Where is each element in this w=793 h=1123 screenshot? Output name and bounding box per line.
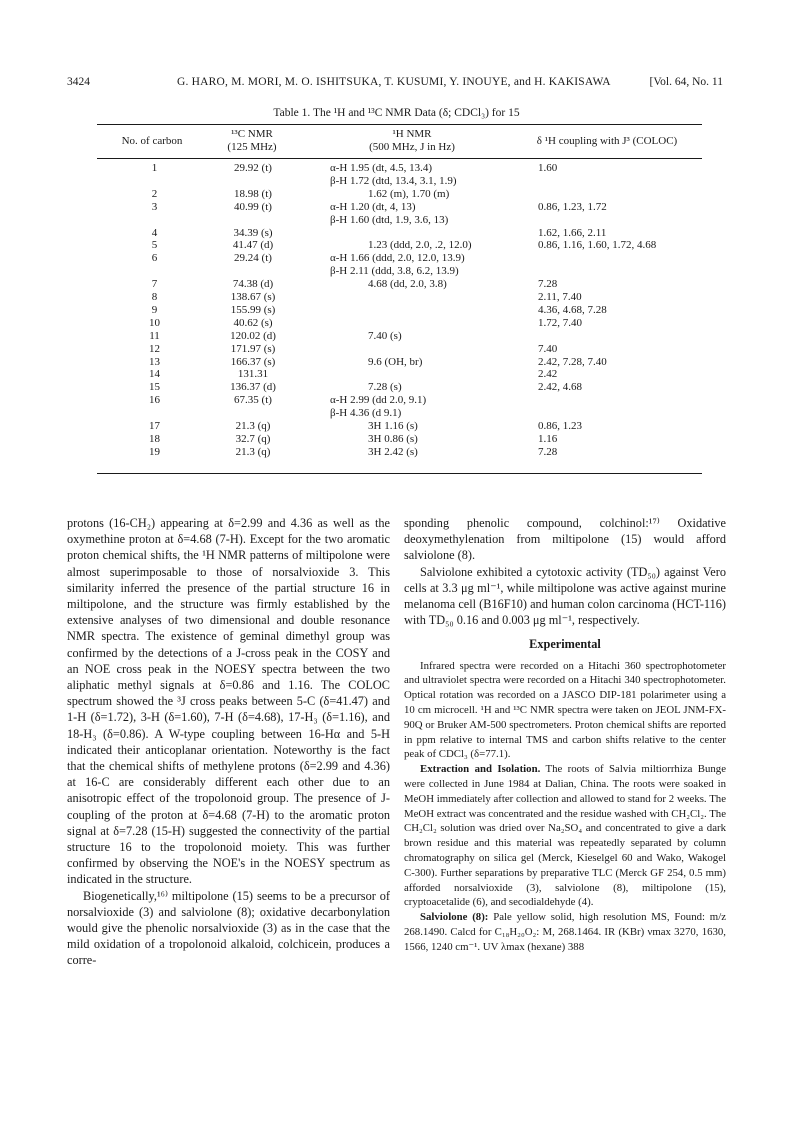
- cell-13c-shift: 21.3 (q): [235, 445, 271, 458]
- cell-1h-shift: 7.40 (s): [368, 329, 402, 342]
- cell-coloc: 0.86, 1.23: [538, 420, 582, 432]
- cell-1h-shift: β-H 4.36 (d 9.1): [330, 407, 402, 420]
- cell-1h-shift: β-H 1.72 (dtd, 13.4, 3.1, 1.9): [330, 174, 457, 187]
- cell-1h-shift: 1.23 (ddd, 2.0, .2, 12.0): [368, 239, 472, 252]
- cell-coloc: 7.40: [538, 342, 558, 355]
- run-in-heading: Salviolone (8):: [420, 911, 489, 924]
- cell-13c-shift: 171.97 (s): [230, 342, 276, 355]
- cell-coloc: 2.42, 7.28, 7.40: [538, 355, 607, 368]
- cell-1h-shift: α-H 1.95 (dt, 4.5, 13.4): [330, 162, 433, 174]
- cell-coloc: 2.11, 7.40: [538, 291, 582, 303]
- cell-carbon-no: 4: [151, 226, 158, 239]
- paragraph-text: The roots of Salvia miltiorrhiza Bunge were collected in June 1984 at Dalian, China. The roots were soaked in MeOH immediately after collection and allowed to stand for 2 weeks. The MeOH extract was concentrated and the residue washed with CH₂Cl₂. The CH₂Cl₂ solution was dried over Na₂SO₄ and concentrated to give a dark brown residue and this material was repeatedly separated by column chromatography on silica gel (Merck, Kieselgel 60 and Wako, Wakogel C-300). Further separations by preparative TLC (Merck GF 254, 0.5 mm) afforded norsalvioxide (3), salviolone (8), miltipolone (15), cryptoacetalide (6), and secodialdehyde (4).: [404, 763, 726, 909]
- cell-1h-shift: 9.6 (OH, br): [368, 355, 423, 368]
- cell-coloc: 1.72, 7.40: [538, 316, 582, 329]
- cell-carbon-no: 19: [149, 445, 160, 458]
- cell-13c-shift: 40.99 (t): [234, 200, 272, 213]
- cell-13c-shift: 29.24 (t): [234, 252, 272, 265]
- header-13c-a: ¹³C NMR: [231, 128, 273, 140]
- cell-13c-shift: 120.02 (d): [230, 329, 276, 342]
- cell-13c-shift: 18.98 (t): [234, 187, 272, 200]
- left-column: [67, 515, 390, 969]
- cell-13c-shift: 32.7 (q): [235, 432, 271, 445]
- cell-coloc: 1.16: [538, 432, 558, 445]
- cell-13c-shift: 40.62 (s): [233, 316, 273, 329]
- header-1h-b: (500 MHz, J in Hz): [369, 141, 455, 153]
- right-column: [404, 515, 726, 955]
- cell-13c-shift: 131.31: [237, 368, 269, 381]
- cell-13c-shift: 34.39 (s): [233, 226, 273, 239]
- cell-carbon-no: 18: [149, 432, 160, 445]
- cell-carbon-no: 11: [149, 329, 160, 342]
- cell-carbon-no: 1: [151, 162, 158, 174]
- cell-coloc: 4.36, 4.68, 7.28: [538, 303, 607, 316]
- nmr-table: [97, 124, 702, 474]
- run-in-heading: Extraction and Isolation.: [420, 763, 541, 776]
- header-13c-b: (125 MHz): [227, 141, 277, 153]
- cell-carbon-no: 10: [149, 316, 160, 329]
- cell-1h-shift: 3H 1.16 (s): [368, 420, 418, 432]
- cell-13c-shift: 155.99 (s): [230, 303, 276, 316]
- cell-carbon-no: 2: [151, 187, 158, 200]
- cell-1h-shift: 1.62 (m), 1.70 (m): [368, 187, 450, 200]
- cell-13c-shift: 67.35 (t): [234, 394, 272, 407]
- cell-13c-shift: 21.3 (q): [235, 420, 271, 432]
- cell-coloc: 1.60: [538, 162, 558, 174]
- cell-coloc: 2.42, 4.68: [538, 381, 582, 394]
- cell-13c-shift: 138.67 (s): [230, 291, 276, 303]
- cell-carbon-no: 8: [151, 291, 158, 303]
- cell-carbon-no: 7: [151, 278, 158, 291]
- running-header: [67, 76, 723, 92]
- cell-13c-shift: 74.38 (d): [232, 278, 274, 291]
- cell-carbon-no: 6: [151, 252, 158, 265]
- paragraph-text: Pale yellow solid, high resolution MS, Found: m/z 268.1490. Calcd for C₁₈H₂₀O₂: M, 268.1464. IR (KBr) νmax 3270, 1630, 1566, 1240 cm⁻¹. UV λmax (hexane) 388: [404, 911, 726, 953]
- paragraph: Biogenetically,¹⁶⁾ miltipolone (15) seems to be a precursor of norsalvioxide (3) and salviolone (8); oxidative decarbonylation would give the phenolic norsalvioxide (3) as in the case that the mild oxidation of a tropolonoid alkaloid, colchicein, produces a corre-: [67, 888, 390, 968]
- author-line: G. HARO, M. MORI, M. O. ISHITSUKA, T. KUSUMI, Y. INOUYE, and H. KAKISAWA: [177, 76, 611, 88]
- cell-coloc: 1.62, 1.66, 2.11: [538, 226, 607, 239]
- cell-1h-shift: 3H 0.86 (s): [368, 432, 418, 445]
- cell-carbon-no: 5: [151, 239, 158, 252]
- cell-coloc: 7.28: [538, 278, 558, 291]
- cell-carbon-no: 9: [151, 303, 158, 316]
- cell-carbon-no: 15: [149, 381, 160, 394]
- page-number: 3424: [67, 76, 90, 88]
- paragraph: [404, 762, 726, 910]
- cell-carbon-no: 16: [149, 394, 160, 407]
- cell-1h-shift: α-H 1.66 (ddd, 2.0, 12.0, 13.9): [330, 252, 465, 265]
- cell-coloc: 2.42: [538, 368, 558, 381]
- paragraph: Infrared spectra were recorded on a Hitachi 360 spectrophotometer and ultraviolet spectra were recorded on a Hitachi 340 spectrophotometer. Optical rotation was recorded on a JASCO DIP-181 polarimeter using a 10 cm microcell. ¹H and ¹³C NMR spectra were taken on JEOL JNM-FX-90Q or Bruker AM-500 spectrometers. Proton chemical shifts are reported in ppm relative to internal TMS and carbon shifts relative to the center peak of CDCl₃ (δ=77.1).: [404, 659, 726, 761]
- cell-carbon-no: 17: [149, 420, 160, 432]
- cell-1h-shift: α-H 1.20 (dt, 4, 13): [330, 200, 416, 213]
- cell-1h-shift: 7.28 (s): [368, 381, 402, 394]
- section-heading: Experimental: [529, 637, 601, 652]
- cell-1h-shift: 4.68 (dd, 2.0, 3.8): [368, 278, 447, 291]
- cell-1h-shift: β-H 1.60 (dtd, 1.9, 3.6, 13): [330, 213, 449, 226]
- cell-carbon-no: 13: [149, 355, 160, 368]
- table-body: [97, 159, 702, 473]
- cell-1h-shift: β-H 2.11 (ddd, 3.8, 6.2, 13.9): [330, 265, 459, 278]
- header-1h-a: ¹H NMR: [392, 128, 432, 140]
- cell-13c-shift: 136.37 (d): [230, 381, 276, 394]
- paragraph: sponding phenolic compound, colchinol:¹⁷⁾ Oxidative deoxymethylenation from miltipolone (15) would afford salviolone (8).: [404, 516, 726, 563]
- cell-13c-shift: 41.47 (d): [232, 239, 274, 252]
- cell-1h-shift: α-H 2.99 (dd 2.0, 9.1): [330, 394, 427, 407]
- paragraph: Salviolone exhibited a cytotoxic activity (TD₅₀) against Vero cells at 3.3 μg ml⁻¹, while miltipolone was active against murine melanoma cell (B16F10) and human colon carcinoma (HCT-116) with TD₅₀ 0.16 and 0.003 μg ml⁻¹, respectively.: [404, 564, 726, 628]
- cell-carbon-no: 3: [151, 200, 158, 213]
- cell-carbon-no: 12: [149, 342, 160, 355]
- header-coloc: δ ¹H coupling with J³ (COLOC): [536, 135, 678, 147]
- cell-1h-shift: 3H 2.42 (s): [368, 445, 418, 458]
- volume-label: [Vol. 64, No. 11: [649, 76, 723, 88]
- paragraph: protons (16-CH₂) appearing at δ=2.99 and 4.36 as well as the oxymethine proton at δ=4.68 (7-H). Except for the two aromatic proton chemical shifts, the ¹H NMR patterns of miltipolone were almost superimposable to those of norsalvioxide 3. This similarity inferred the presence of the partial structure 16 in miltipolone, and the structure was firmly established by the extensive analyses of two dimensional and double resonance NMR spectra. The existence of geminal dimethyl group was confirmed by the detections of a J-cross peak in the COSY and an NOE cross peak in the NOESY spectra between the two aliphatic methyl signals at δ=0.86 and 1.16. The COLOC spectrum showed the ³J cross peaks between 5-C (δ=41.47) and 1-H (δ=1.72), 3-H (δ=1.60), 7-H (δ=4.68), 17-H₃ (δ=1.16), and 18-H₃ (δ=0.86). A W-type coupling between 16-Hα and 5-H indicated their anticoplanar orientation. Noteworthy is the fact that the chemical shifts of methylene protons (δ=2.99 and 4.36) at 16-C are considerably different each other due to an anisotropic effect of the tropolonoid group. The presence of J-coupling of the proton at δ=4.68 (7-H) to the aromatic proton signal at δ=7.28 (15-H) suggested the connectivity of the partial structure 16 to the tropolonoid moiety. This was further confirmed by observing the NOE's in the NOESY spectrum as indicated in the structure.: [67, 516, 390, 887]
- cell-coloc: 7.28: [538, 445, 558, 458]
- cell-coloc: 0.86, 1.23, 1.72: [538, 200, 607, 213]
- cell-13c-shift: 166.37 (s): [230, 355, 276, 368]
- paragraph: [404, 910, 726, 954]
- cell-carbon-no: 14: [149, 368, 160, 381]
- table-bottom-rule: [97, 473, 702, 474]
- cell-13c-shift: 29.92 (t): [234, 162, 272, 174]
- table-caption: Table 1. The ¹H and ¹³C NMR Data (δ; CDCl₃) for 15: [273, 107, 520, 119]
- table-header: [97, 125, 702, 158]
- cell-coloc: 0.86, 1.16, 1.60, 1.72, 4.68: [538, 239, 657, 252]
- header-carbon-no: No. of carbon: [121, 135, 183, 147]
